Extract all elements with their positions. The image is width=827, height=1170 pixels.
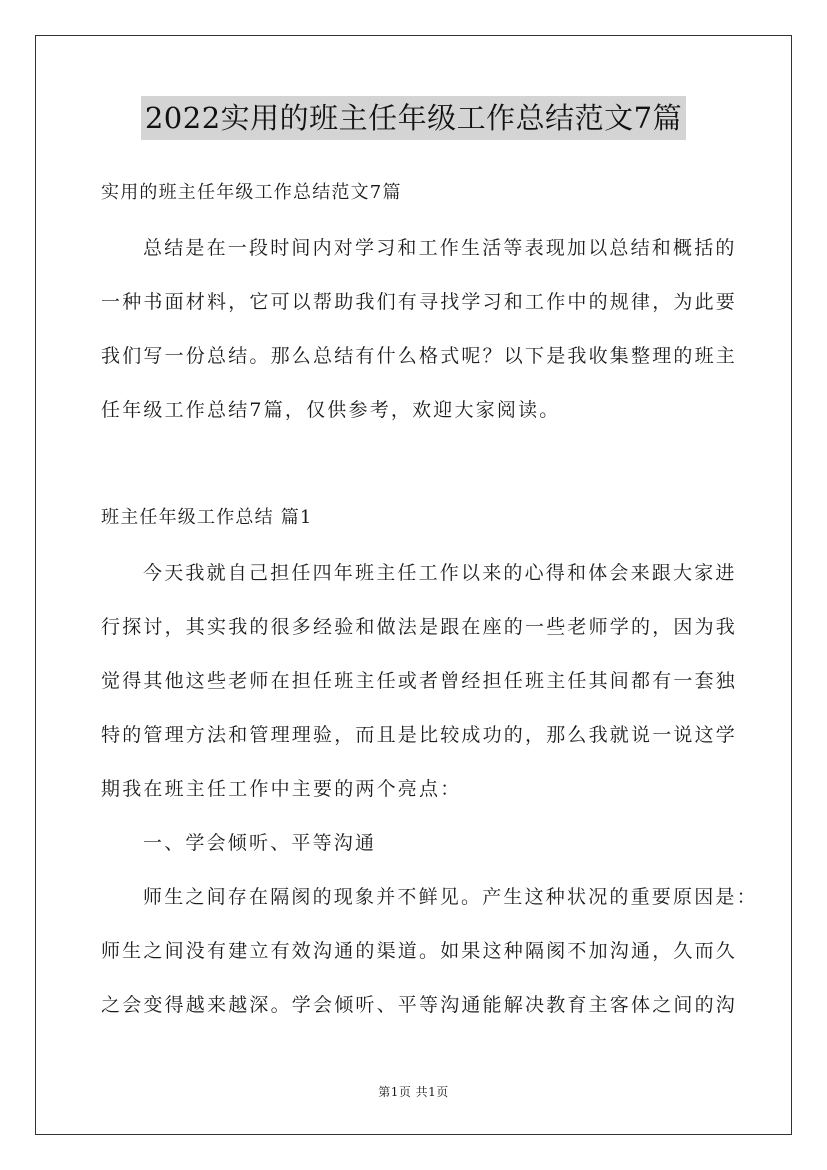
paragraph-line: 觉得其他这些老师在担任班主任或者曾经担任班主任其间都有一套独 [101,670,738,692]
intro-line: 一种书面材料，它可以帮助我们有寻找学习和工作中的规律，为此要 [101,291,738,313]
point-heading: 一、学会倾听、平等沟通 [143,832,377,854]
paragraph-line: 今天我就自己担任四年班主任工作以来的心得和体会来跟大家进 [143,562,737,584]
paragraph-line: 期我在班主任工作中主要的两个亮点： [101,778,462,800]
title-container [0,96,827,140]
section-heading: 班主任年级工作总结 篇1 [101,507,313,528]
intro-line: 我们写一份总结。那么总结有什么格式呢？以下是我收集整理的班主 [101,345,738,367]
intro-line: 总结是在一段时间内对学习和工作生活等表现加以总结和概括的 [143,237,737,259]
intro-line: 任年级工作总结7篇，仅供参考，欢迎大家阅读。 [101,399,561,421]
page-footer: 第1页 共1页 [378,1085,449,1099]
paragraph-line: 师生之间存在隔阂的现象并不鲜见。产生这种状况的重要原因是： [143,886,758,908]
document-title: 2022实用的班主任年级工作总结范文7篇 [141,96,686,140]
paragraph-line: 行探讨，其实我的很多经验和做法是跟在座的一些老师学的，因为我 [101,616,738,638]
paragraph-line: 特的管理方法和管理理验，而且是比较成功的，那么我就说一说这学 [101,724,738,746]
paragraph-line: 之会变得越来越深。学会倾听、平等沟通能解决教育主客体之间的沟 [101,994,738,1016]
document-subtitle: 实用的班主任年级工作总结范文7篇 [101,182,402,203]
paragraph-line: 师生之间没有建立有效沟通的渠道。如果这种隔阂不加沟通，久而久 [101,940,738,962]
